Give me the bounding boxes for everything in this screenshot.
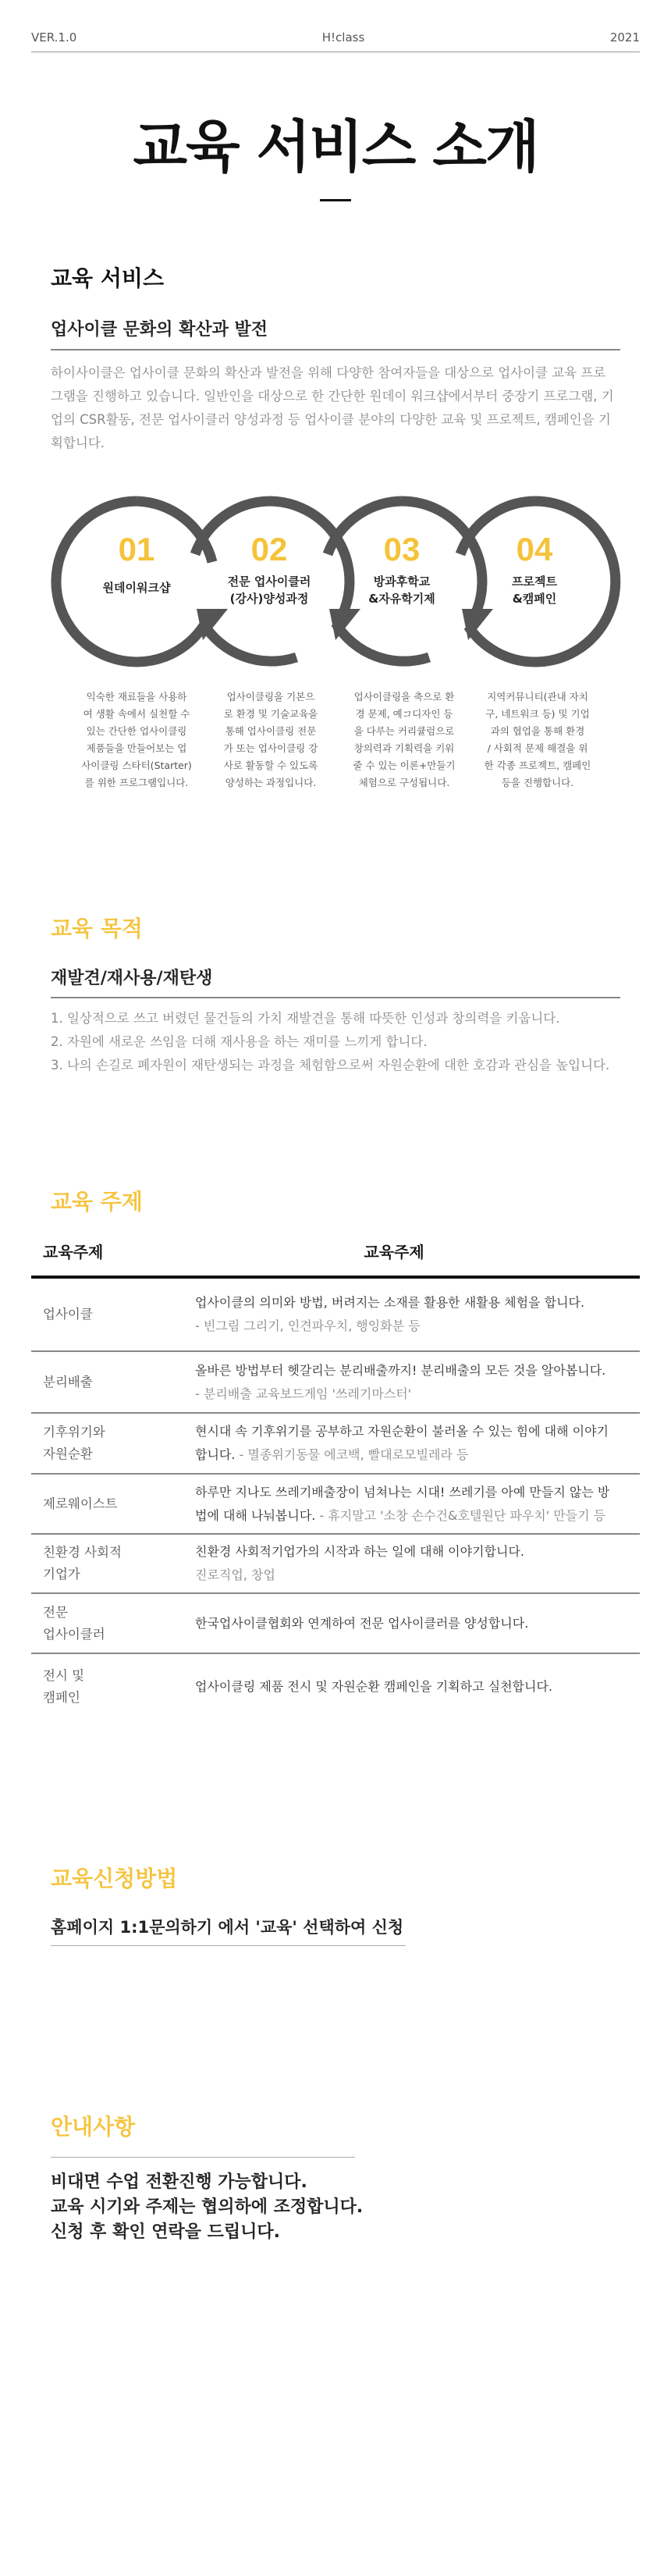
notice-list bbox=[51, 2170, 363, 2245]
topics-title: 교육 주제 bbox=[51, 1189, 143, 1215]
topic-name-line: 자원순환 bbox=[43, 1446, 93, 1461]
topic-name bbox=[31, 1304, 195, 1325]
page-title: 교육 서비스 소개 bbox=[133, 114, 538, 180]
step-label: &자유학기제 bbox=[368, 592, 435, 606]
intro-line: 획합니다. bbox=[51, 436, 105, 450]
desc-line: 있는 간단한 업사이클링 bbox=[86, 725, 187, 737]
table-row bbox=[31, 1352, 640, 1414]
topic-name bbox=[31, 1602, 195, 1646]
brand-label: H!class bbox=[321, 30, 365, 44]
step-number: 04 bbox=[516, 531, 553, 568]
topic-detail bbox=[195, 1291, 640, 1338]
table-row bbox=[31, 1414, 640, 1475]
detail-text: 친환경 사회적기업가의 시작과 하는 일에 대해 이야기합니다. bbox=[195, 1544, 525, 1559]
desc-line: 과의 협업을 통해 환경 bbox=[490, 725, 585, 737]
step-number: 01 bbox=[118, 531, 155, 568]
desc-line: 한 각종 프로젝트, 캠페인 bbox=[484, 760, 591, 771]
detail-sub: - 분리배출 교육보드게임 '쓰레기마스터' bbox=[195, 1386, 412, 1401]
topic-name-line: 업사이클 bbox=[43, 1307, 93, 1322]
desc-line: 가 또는 업사이클링 강 bbox=[223, 742, 318, 754]
notice-title: 안내사항 bbox=[51, 2114, 136, 2140]
desc-line: 제품들을 만들어보는 업 bbox=[86, 742, 187, 754]
step-description-03 bbox=[346, 688, 463, 792]
desc-line: 을 다루는 커리큘럼으로 bbox=[353, 725, 455, 737]
detail-sub: 진로직업, 창업 bbox=[195, 1567, 275, 1582]
topic-name-line: 캠페인 bbox=[43, 1690, 80, 1705]
apply-text: 홈페이지 1:1문의하기 에서 '교육' 선택하여 신청 bbox=[51, 1918, 404, 1937]
purpose-item: 3. 나의 손길로 폐자원이 재탄생되는 과정을 체험함으로써 자원순환에 대한 호감과 관심을 높입니다. bbox=[51, 1058, 610, 1073]
topic-name bbox=[31, 1421, 195, 1465]
intro-line: 업의 CSR활동, 전문 업사이클러 양성과정 등 업사이클 분야의 다양한 교육 및 프로젝트, 캠페인을 기 bbox=[51, 412, 611, 427]
purpose-title: 교육 목적 bbox=[51, 916, 143, 941]
topic-detail bbox=[195, 1420, 640, 1467]
desc-line: 업사이클링을 기본으 bbox=[226, 691, 315, 703]
topic-detail bbox=[195, 1612, 640, 1635]
service-rule bbox=[51, 349, 620, 350]
top-bar bbox=[31, 22, 640, 53]
detail-line bbox=[195, 1481, 632, 1504]
detail-line bbox=[195, 1612, 632, 1635]
apply-title: 교육신청방법 bbox=[51, 1866, 178, 1891]
detail-line bbox=[195, 1420, 632, 1443]
desc-line: 사로 활동할 수 있도록 bbox=[223, 760, 318, 771]
detail-text: 올바른 방법부터 헷갈리는 분리배출까지! 분리배출의 모든 것을 알아봅니다. bbox=[195, 1362, 606, 1378]
topic-name bbox=[31, 1665, 195, 1709]
detail-line bbox=[195, 1315, 632, 1338]
desc-line: 업사이클링을 축으로 환 bbox=[353, 691, 455, 703]
table-header bbox=[31, 1226, 640, 1279]
detail-text: 하루만 지나도 쓰레기배출장이 넘쳐나는 시대! 쓰레기를 아예 만들지 않는 방 bbox=[195, 1484, 610, 1500]
topic-name bbox=[31, 1542, 195, 1585]
detail-line bbox=[195, 1540, 632, 1564]
topics-table bbox=[31, 1226, 640, 1720]
detail-line bbox=[195, 1382, 632, 1406]
intro-line: 하이사이클은 업사이클 문화의 확산과 발전을 위해 다양한 참여자들을 대상으로 업사이클 교육 프로 bbox=[51, 365, 606, 380]
detail-text: 합니다. bbox=[195, 1447, 240, 1462]
desc-line: 창의력과 기획력을 키워 bbox=[353, 742, 455, 754]
detail-line bbox=[195, 1291, 632, 1315]
step-label: 전문 업사이클러 bbox=[227, 575, 311, 589]
notice-item: 비대면 수업 전환진행 가능합니다. bbox=[51, 2172, 307, 2192]
topic-detail bbox=[195, 1540, 640, 1587]
topic-name bbox=[31, 1372, 195, 1393]
detail-line bbox=[195, 1443, 632, 1467]
apply-rule bbox=[51, 1945, 406, 1946]
intro-line: 그램을 진행하고 있습니다. 일반인을 대상으로 한 간단한 원데이 워크샵에서부터 중장기 프로그램, 기 bbox=[51, 389, 614, 404]
topic-name-line: 분리배출 bbox=[43, 1374, 93, 1389]
desc-line: 여 생활 속에서 실천할 수 bbox=[83, 708, 190, 720]
detail-text: 현시대 속 기후위기를 공부하고 자원순환이 불러올 수 있는 힘에 대해 이야기 bbox=[195, 1424, 609, 1439]
step-label: (강사)양성과정 bbox=[229, 592, 309, 606]
step-label: 원데이워크샵 bbox=[102, 581, 171, 595]
version-label: VER.1.0 bbox=[31, 30, 77, 44]
detail-sub: - 휴지말고 '소창 손수건&호텔원단 파우치' 만들기 등 bbox=[319, 1507, 606, 1523]
desc-line: 체험으로 구성됩니다. bbox=[358, 777, 450, 788]
desc-line: 등을 진행합니다. bbox=[501, 777, 574, 788]
desc-line: 경 문제, 예コ디자인 등 bbox=[355, 708, 453, 720]
topic-detail bbox=[195, 1481, 640, 1528]
topic-name-line: 업사이클러 bbox=[43, 1626, 105, 1642]
table-row bbox=[31, 1475, 640, 1535]
step-description-02 bbox=[212, 688, 329, 792]
purpose-rule bbox=[51, 997, 620, 998]
step-description-04 bbox=[479, 688, 596, 792]
title-underline bbox=[320, 199, 351, 201]
purpose-item: 2. 자원에 새로운 쓰임을 더해 재사용을 하는 재미를 느끼게 합니다. bbox=[51, 1034, 428, 1049]
step-number: 03 bbox=[383, 531, 421, 568]
detail-text: 한국업사이클협회와 연계하여 전문 업사이클러를 양성합니다. bbox=[195, 1615, 529, 1631]
detail-text: 법에 대해 나눠봅니다. bbox=[195, 1507, 320, 1523]
year-label: 2021 bbox=[609, 30, 640, 44]
desc-line: / 사회적 문제 해결을 위 bbox=[487, 742, 588, 754]
table-row bbox=[31, 1279, 640, 1352]
table-row bbox=[31, 1535, 640, 1594]
notice-item: 신청 후 확인 연락을 드립니다. bbox=[51, 2222, 281, 2242]
detail-text: 업사이클의 의미와 방법, 버려지는 소재를 활용한 새활용 체험을 합니다. bbox=[195, 1295, 585, 1310]
purpose-item: 1. 일상적으로 쓰고 버렸던 물건들의 가치 재발견을 통해 따뜻한 인성과 창의력을 키웁니다. bbox=[51, 1011, 560, 1026]
step-label: 프로젝트 bbox=[512, 575, 557, 589]
process-cycle-diagram bbox=[47, 492, 632, 671]
desc-line: 구, 네트워크 등) 및 기업 bbox=[485, 708, 590, 720]
topic-name-line: 기후위기와 bbox=[43, 1425, 105, 1439]
desc-line: 를 위한 프로그램입니다. bbox=[84, 777, 189, 788]
desc-line: 줄 수 있는 이론+만들기 bbox=[353, 760, 456, 771]
topic-name-line: 전문 bbox=[43, 1604, 68, 1620]
step-number: 02 bbox=[250, 531, 288, 568]
topic-name-line: 전시 및 bbox=[43, 1668, 85, 1683]
topic-name bbox=[31, 1493, 195, 1515]
topic-detail bbox=[195, 1359, 640, 1406]
detail-line bbox=[195, 1504, 632, 1528]
service-subtitle: 업사이클 문화의 확산과 발전 bbox=[51, 320, 268, 340]
table-row bbox=[31, 1594, 640, 1654]
topic-name-line: 제로웨이스트 bbox=[43, 1496, 118, 1511]
column-header: 교육주제 bbox=[364, 1242, 424, 1261]
desc-line: 사이클링 스타터(Starter) bbox=[81, 760, 192, 771]
purpose-list bbox=[51, 1007, 644, 1077]
detail-line bbox=[195, 1564, 632, 1587]
topic-name-line: 기업가 bbox=[43, 1567, 80, 1582]
step-description-01 bbox=[78, 688, 195, 792]
desc-line: 양성하는 과정입니다. bbox=[225, 777, 317, 788]
detail-text: 업사이클링 제품 전시 및 자원순환 캠페인을 기획하고 실천합니다. bbox=[195, 1679, 553, 1694]
notice-rule bbox=[51, 2157, 355, 2158]
detail-line bbox=[195, 1675, 632, 1699]
service-intro bbox=[51, 361, 620, 455]
step-label: &캠페인 bbox=[512, 592, 557, 606]
column-header: 교육주제 bbox=[43, 1242, 104, 1261]
detail-sub: - 빈그림 그리기, 인견파우치, 행잉화분 등 bbox=[195, 1318, 421, 1333]
service-title: 교육 서비스 bbox=[51, 265, 164, 291]
step-label: 방과후학교 bbox=[373, 575, 431, 589]
desc-line: 통해 업사이클링 전문 bbox=[225, 725, 317, 737]
detail-line bbox=[195, 1359, 632, 1382]
purpose-subtitle: 재발견/재사용/재탄생 bbox=[51, 969, 213, 988]
table-row bbox=[31, 1654, 640, 1720]
desc-line: 익숙한 재료들을 사용하 bbox=[86, 691, 187, 703]
desc-line: 지역커뮤니티(관내 자치 bbox=[487, 691, 588, 703]
topic-name-line: 친환경 사회적 bbox=[43, 1545, 122, 1560]
desc-line: 로 환경 및 기술교육을 bbox=[223, 708, 318, 720]
notice-item: 교육 시기와 주제는 협의하에 조정합니다. bbox=[51, 2197, 364, 2217]
topic-detail bbox=[195, 1675, 640, 1699]
detail-sub: - 멸종위기동물 에코백, 빨대로모빌레라 등 bbox=[239, 1447, 469, 1462]
